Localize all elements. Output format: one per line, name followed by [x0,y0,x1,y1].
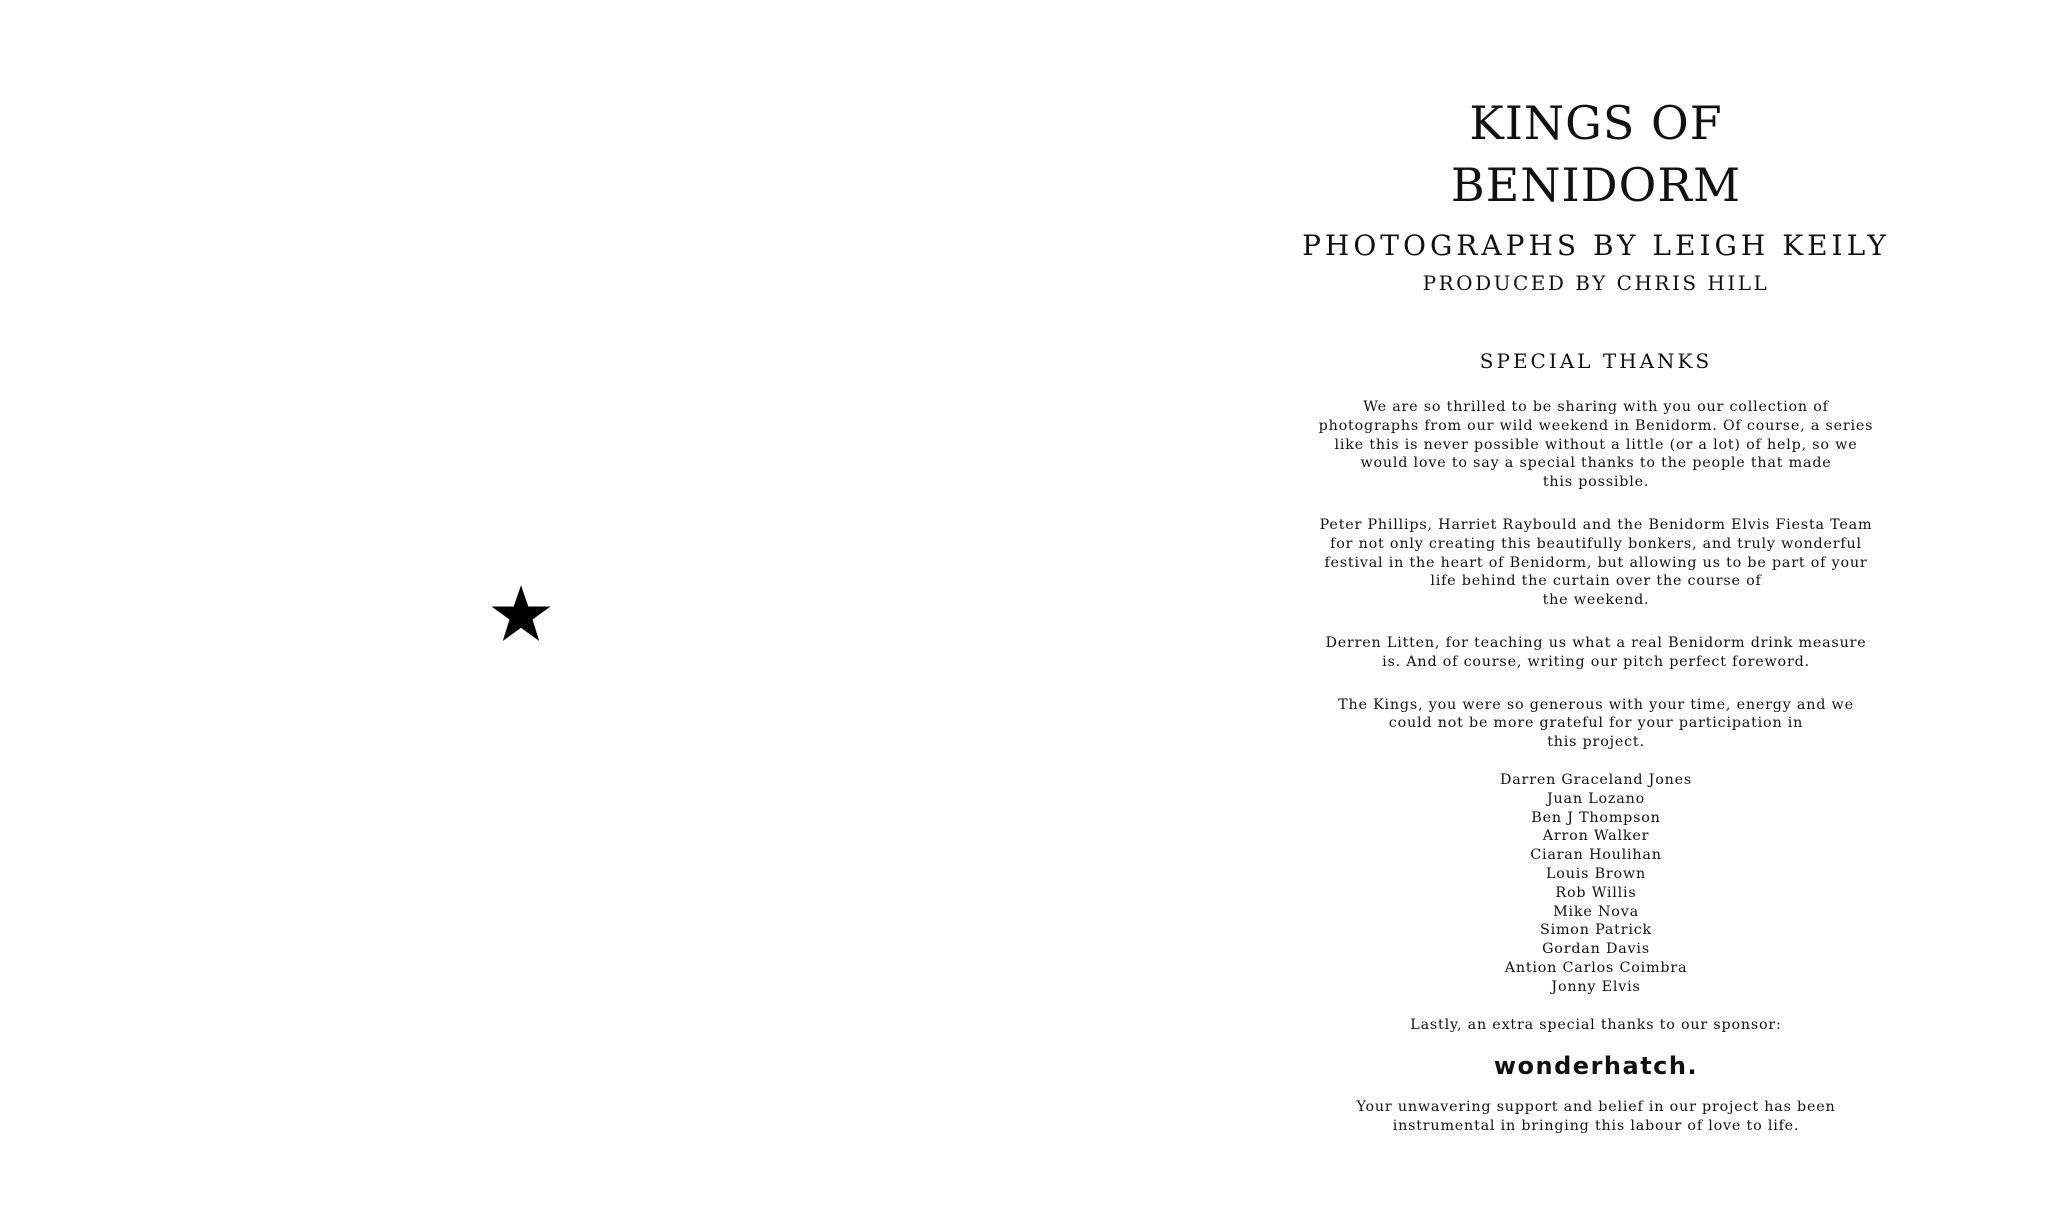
right-page [1036,0,2072,1232]
list-item: Darren Graceland Jones [1499,771,1693,788]
list-item: Simon Patrick [1539,922,1652,939]
list-item: Rob Willis [1555,884,1637,901]
list-item: Ben J Thompson [1531,809,1661,826]
book-title-line-2: BENIDORM [1450,158,1742,212]
list-item: Antion Carlos Coimbra [1504,959,1688,976]
list-item: Mike Nova [1553,903,1639,920]
list-item: Arron Walker [1542,828,1650,845]
sponsor-closing-text: Your unwavering support and belief in our project has been instrumental in bringing this labour of love to life. [1356,1099,1836,1135]
credits-content [1286,92,1906,1136]
list-item: Ciaran Houlihan [1530,847,1662,864]
book-title [1286,92,1906,216]
sponsor-intro: Lastly, an extra special thanks to our sponsor: [1410,1016,1782,1033]
thanks-paragraph-intro: We are so thrilled to be sharing with you our collection of photographs from our wild weekend in Benidorm. Of course, a series like this is never possible without a little (or a lot) of help, so we would love to say a special thanks to the people that made this possible. [1318,399,1874,491]
thanks-paragraph-festival-team: Peter Phillips, Harriet Raybould and the Benidorm Elvis Fiesta Team for not only creating this beautifully bonkers, and truly wonderful festival in the heart of Benidorm, but allowing us to be part of your life behind the curtain over the course of the weekend. [1319,516,1873,609]
thanks-paragraph-kings: The Kings, you were so generous with your time, energy and we could not be more grateful for your participation in this project. [1338,696,1854,751]
special-thanks-heading: SPECIAL THANKS [1479,349,1713,373]
thanks-paragraph-foreword: Derren Litten, for teaching us what a real Benidorm drink measure is. And of course, writing our pitch perfect foreword. [1325,634,1867,670]
list-item: Juan Lozano [1547,790,1645,807]
producer-credit: PRODUCED BY CHRIS HILL [1422,271,1770,295]
list-item: Jonny Elvis [1551,978,1641,995]
book-title-line-1: KINGS OF [1469,96,1723,150]
photographer-credit: PHOTOGRAPHS BY LEIGH KEILY [1302,229,1890,262]
star-icon [490,584,552,646]
list-item: Louis Brown [1546,865,1646,882]
list-item: Gordan Davis [1542,941,1650,958]
kings-name-list [1286,771,1906,997]
sponsor-logo: wonderhatch. [1493,1052,1699,1081]
